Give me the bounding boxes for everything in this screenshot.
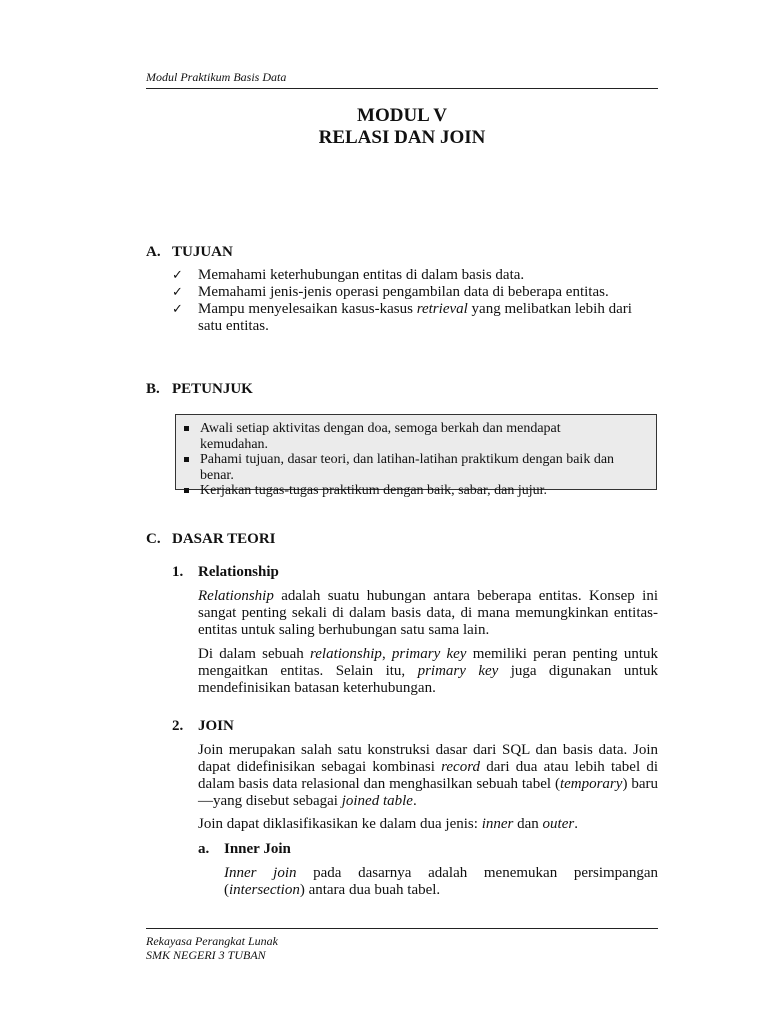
italic-term: inner (481, 816, 514, 832)
instruction-item (176, 452, 630, 483)
italic-term: retrieval (416, 301, 468, 317)
paragraph-text: adalah suatu hubungan antara beberapa entitas. Konsep ini sangat penting sekali di dalam basis data, di mana memungkinkan entitas-entitas untuk saling berhubungan satu sama lain. (198, 588, 658, 638)
goal-item (172, 301, 658, 335)
goal-text: Memahami jenis-jenis operasi pengambilan data di beberapa entitas. (198, 284, 609, 300)
italic-term: primary key (391, 646, 467, 662)
italic-term: intersection (229, 882, 300, 898)
section-petunjuk-heading (146, 381, 253, 398)
join-paragraph-1 (198, 742, 658, 810)
italic-term: joined table (341, 793, 413, 809)
section-title: DASAR TEORI (172, 531, 276, 547)
instruction-item (176, 421, 630, 452)
section-title: PETUNJUK (172, 381, 253, 397)
section-letter: C. (146, 531, 161, 547)
subsubsection-inner-join-heading (198, 841, 291, 858)
italic-term: Inner join (224, 865, 297, 881)
italic-term: Relationship (198, 588, 274, 604)
goal-item (172, 284, 658, 301)
italic-term: outer (542, 816, 575, 832)
subsection-title: JOIN (198, 718, 234, 734)
paragraph-text: Join dapat diklasifikasikan ke dalam dua jenis: (198, 816, 482, 832)
check-icon: ✓ (172, 285, 183, 300)
header-rule (146, 88, 658, 89)
check-icon: ✓ (172, 268, 183, 283)
check-icon: ✓ (172, 302, 183, 317)
paragraph-text: memiliki peran penting untuk mengaitkan entitas. Selain itu, (198, 646, 659, 679)
subsubsection-title: Inner Join (224, 841, 291, 857)
instruction-box[interactable] (175, 414, 657, 498)
paragraph-text: dan (513, 816, 543, 832)
paragraph-text: ) antara dua buah tabel. (299, 882, 441, 898)
subsubsection-letter: a. (198, 841, 210, 857)
bullet-square-icon (184, 426, 189, 431)
paragraph-text: Di dalam sebuah (198, 646, 310, 662)
section-tujuan-heading (146, 244, 233, 261)
section-letter: A. (146, 244, 161, 260)
paragraph-text: juga digunakan untuk mendefinisikan batasan keterhubungan. (198, 663, 658, 696)
section-letter: B. (146, 381, 160, 397)
goal-item (172, 267, 658, 284)
instruction-item (176, 483, 630, 499)
instruction-text: Pahami tujuan, dasar teori, dan latihan-latihan praktikum dengan baik dan benar. (200, 452, 615, 483)
module-subtitle: RELASI DAN JOIN (318, 127, 486, 148)
paragraph-text: pada dasarnya adalah menemukan persimpangan ( (224, 865, 658, 898)
paragraph-text: ) baru—yang disebut sebagai (198, 776, 658, 809)
bullet-square-icon (184, 457, 189, 462)
paragraph-text: , (381, 646, 392, 662)
subsection-number: 2. (172, 718, 184, 734)
bullet-square-icon (184, 488, 189, 493)
instruction-text: Awali setiap aktivitas dengan doa, semoga berkah dan mendapat kemudahan. (200, 421, 561, 452)
subsection-title: Relationship (198, 564, 279, 580)
italic-term: record (441, 759, 480, 775)
relationship-paragraph-1 (198, 588, 658, 639)
subsection-relationship-heading (172, 564, 279, 581)
paragraph-text: dari dua atau lebih tabel di dalam basis data relasional dan menghasilkan sebuah tabel ( (198, 759, 658, 792)
instruction-text: Kerjakan tugas-tugas praktikum dengan baik, sabar, dan jujur. (200, 483, 548, 498)
footer-line-1: Rekayasa Perangkat Lunak (146, 934, 278, 948)
section-title: TUJUAN (172, 244, 233, 260)
join-paragraph-2 (198, 816, 658, 833)
subsection-join-heading (172, 718, 234, 735)
paragraph-text: . (412, 793, 417, 809)
goal-text: Memahami keterhubungan entitas di dalam basis data. (198, 267, 525, 283)
inner-join-paragraph (224, 865, 658, 899)
running-header: Modul Praktikum Basis Data (146, 70, 287, 84)
footer-rule (146, 928, 658, 929)
subsection-number: 1. (172, 564, 184, 580)
italic-term: temporary (559, 776, 623, 792)
relationship-paragraph-2 (198, 646, 658, 697)
italic-term: primary key (417, 663, 499, 679)
goal-text: Mampu menyelesaikan kasus-kasus retrieval yang melibatkan lebih dari satu entitas. (198, 301, 632, 334)
section-dasar-teori-heading (146, 531, 276, 548)
paragraph-text: Join merupakan salah satu konstruksi dasar dari SQL dan basis data. Join dapat didefinisikan sebagai kombinasi (198, 742, 658, 775)
italic-term: relationship (309, 646, 382, 662)
module-title: MODUL V (357, 105, 447, 126)
paragraph-text: . (574, 816, 578, 832)
footer-line-2: SMK NEGERI 3 TUBAN (146, 948, 266, 962)
